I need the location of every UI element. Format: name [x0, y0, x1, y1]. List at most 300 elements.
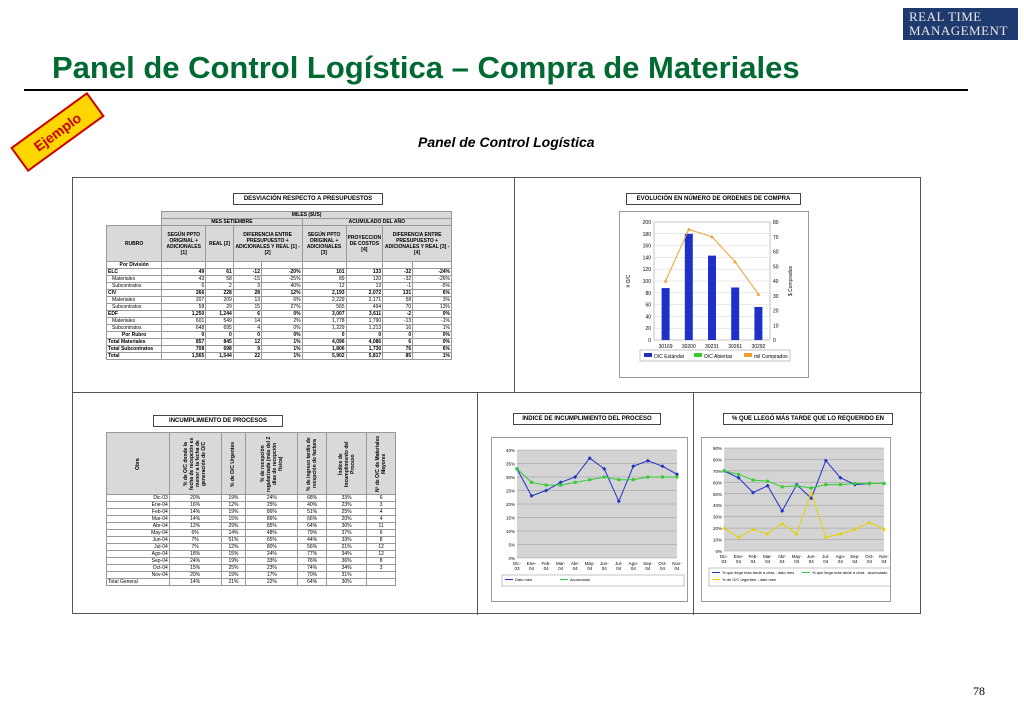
- process-row: [107, 537, 396, 544]
- budget-cell: 4,096: [302, 339, 346, 346]
- budget-cell: -13: [383, 318, 413, 325]
- process-cell: 77%: [298, 551, 327, 558]
- budget-cell: 3,007: [302, 311, 346, 318]
- y2-tick-label: 20: [773, 308, 779, 315]
- process-cell: 65%: [246, 537, 298, 544]
- process-cell: 24%: [246, 551, 298, 558]
- budget-cell: 1,806: [302, 346, 346, 353]
- budget-cell: 43: [162, 276, 206, 283]
- line-point: [868, 482, 871, 485]
- process-cell: 21%: [221, 579, 246, 586]
- budget-col-3: DIFERENCIA ENTRE PRESUPUESTO + ADICIONALES Y REAL [1] - [2]: [233, 226, 302, 262]
- x-tick-label: 04: [837, 559, 843, 564]
- budget-cell: Por División: [107, 262, 162, 269]
- budget-cell: Materiales: [107, 276, 162, 283]
- budget-cell: 5,902: [302, 353, 346, 360]
- x-tick-label: Jun-: [806, 554, 816, 559]
- budget-row: [107, 318, 452, 325]
- process-cell: Abr-04: [107, 523, 170, 530]
- budget-cell: Por Rubro: [107, 332, 162, 339]
- y-tick-label: 0: [648, 338, 651, 344]
- divider-v2: [477, 392, 478, 615]
- process-header: % de O/C donde la fecha de recepción es menor a la fecha de generación de O/C: [169, 433, 221, 495]
- process-cell: 30%: [326, 523, 366, 530]
- y-tick-label: 0%: [715, 549, 722, 554]
- budget-cell: 13: [233, 297, 261, 304]
- process-cell: 23%: [326, 502, 366, 509]
- y-tick-label: 25%: [505, 488, 515, 494]
- budget-row: [107, 297, 452, 304]
- budget-group-month: MES SETIEMBRE: [162, 219, 302, 226]
- budget-cell: 1,250: [162, 311, 206, 318]
- budget-cell: Subcontratos: [107, 325, 162, 332]
- budget-cell: 28: [233, 290, 261, 297]
- process-cell: 34%: [326, 551, 366, 558]
- process-cell: [367, 579, 396, 586]
- process-cell: 19%: [221, 558, 246, 565]
- x-tick-label: 30261: [728, 344, 743, 350]
- budget-cell: -24%: [413, 269, 452, 276]
- legend-label: Acumulado: [570, 577, 591, 582]
- budget-cell: 61: [206, 269, 234, 276]
- y-tick-label: 5%: [508, 542, 515, 548]
- x-tick-label: Sep-: [850, 554, 860, 559]
- budget-cell: 16: [383, 325, 413, 332]
- x-tick-label: 04: [779, 559, 785, 564]
- process-cell: 14%: [169, 579, 221, 586]
- budget-cell: 12%: [262, 290, 303, 297]
- process-cell: 16%: [169, 502, 221, 509]
- y-tick-label: 40: [645, 314, 651, 321]
- budget-cell: 6%: [262, 297, 303, 304]
- budget-cell: 565: [302, 304, 346, 311]
- slide-title: Panel de Control Logística – Compra de Materiales: [52, 50, 800, 85]
- process-cell: 20%: [169, 495, 221, 502]
- x-tick-label: Ago-: [628, 561, 639, 566]
- panel-subtitle: Panel de Control Logística: [418, 134, 595, 150]
- y2-tick-label: 10: [773, 323, 779, 330]
- y-tick-label: 10%: [505, 529, 515, 534]
- budget-cell: 1,544: [206, 353, 234, 360]
- x-tick-label: 04: [587, 566, 593, 571]
- orders-chart: [619, 211, 809, 378]
- y-tick-label: 20%: [712, 526, 722, 532]
- x-tick-label: 04: [866, 559, 872, 564]
- process-row: [107, 551, 396, 558]
- y-tick-label: 20%: [505, 502, 515, 507]
- budget-cell: 549: [206, 318, 234, 325]
- process-cell: 14%: [221, 530, 246, 537]
- budget-cell: 4,086: [346, 339, 383, 346]
- budget-cell: 1,565: [162, 353, 206, 360]
- y2-tick-label: 60: [773, 249, 779, 256]
- budget-cell: 120: [346, 276, 383, 283]
- process-cell: 12: [367, 551, 396, 558]
- x-tick-label: Mar-: [556, 561, 566, 566]
- y-tick-label: 60%: [712, 480, 722, 486]
- process-cell: 68%: [298, 495, 327, 502]
- y2-tick-label: 40: [773, 279, 779, 285]
- budget-cell: 12: [302, 283, 346, 290]
- budget-cell: 0: [206, 332, 234, 339]
- process-cell: 21%: [326, 544, 366, 551]
- budget-cell: -25%: [262, 276, 303, 283]
- x-tick-label: 04: [616, 566, 622, 571]
- process-cell: Feb-04: [107, 509, 170, 516]
- process-cell: 48%: [246, 530, 298, 537]
- x-tick-label: Feb-: [748, 554, 758, 559]
- budget-cell: 1,730: [346, 346, 383, 353]
- y-tick-label: 50%: [712, 491, 722, 497]
- budget-cell: 13: [346, 283, 383, 290]
- budget-cell: 2,171: [346, 297, 383, 304]
- line-point: [781, 485, 784, 488]
- budget-cell: 6%: [413, 346, 452, 353]
- process-cell: Jun-04: [107, 537, 170, 544]
- budget-cell: 0: [302, 332, 346, 339]
- process-cell: Mar-04: [107, 516, 170, 523]
- budget-cell: 1,213: [346, 325, 383, 332]
- process-cell: 66%: [298, 516, 327, 523]
- process-cell: 18%: [169, 551, 221, 558]
- x-tick-label: Ene-: [526, 561, 537, 566]
- x-tick-label: 04: [794, 559, 800, 564]
- budget-cell: 12: [233, 339, 261, 346]
- line-point: [824, 483, 827, 486]
- x-tick-label: 04: [601, 566, 607, 571]
- line-point: [646, 476, 649, 479]
- budget-cell: 207: [162, 297, 206, 304]
- process-row: [107, 523, 396, 530]
- legend-label: O/C Estándar: [654, 354, 685, 360]
- budget-cell: Total Subcontratos: [107, 346, 162, 353]
- process-cell: 3: [367, 502, 396, 509]
- process-row: [107, 572, 396, 579]
- budget-cell: 85: [383, 353, 413, 360]
- process-cell: 6: [367, 495, 396, 502]
- budget-cell: 6: [162, 283, 206, 290]
- budget-table: [106, 211, 452, 360]
- process-cell: 51%: [221, 537, 246, 544]
- line-point: [530, 481, 533, 484]
- y-tick-label: 200: [642, 220, 651, 226]
- index-chart: [491, 437, 688, 602]
- x-tick-label: Abr-: [570, 561, 580, 566]
- legend-swatch: [744, 353, 752, 357]
- budget-col-4: SEGÚN PPTO ORIGINAL + ADICIONALES [3]: [302, 226, 346, 262]
- line-point: [632, 478, 635, 481]
- budget-cell: 29: [206, 304, 234, 311]
- x-tick-label: May-: [791, 554, 802, 559]
- x-tick-label: 04: [630, 566, 636, 571]
- process-header: % de O/C Urgentes: [221, 433, 246, 495]
- line-point: [545, 484, 548, 487]
- y-tick-label: 30%: [712, 514, 722, 520]
- process-cell: Dic-03: [107, 495, 170, 502]
- process-cell: 44%: [298, 537, 327, 544]
- budget-cell: 1,229: [302, 325, 346, 332]
- budget-cell: ELC: [107, 269, 162, 276]
- budget-col-rubro: RUBRO: [107, 226, 162, 262]
- legend-swatch: [694, 353, 702, 357]
- budget-cell: 1%: [262, 353, 303, 360]
- x-tick-label: 30169: [658, 344, 673, 350]
- line-point: [853, 482, 856, 485]
- y-tick-label: 40%: [712, 503, 722, 509]
- budget-cell: 70: [383, 304, 413, 311]
- process-row: [107, 558, 396, 565]
- y-tick-label: 160: [642, 243, 651, 250]
- budget-cell: 58: [162, 304, 206, 311]
- y-tick-label: 30%: [505, 475, 515, 480]
- budget-cell: 76: [383, 346, 413, 353]
- process-cell: 4: [367, 509, 396, 516]
- budget-cell: [162, 262, 206, 269]
- process-cell: 12%: [169, 523, 221, 530]
- process-cell: 6: [367, 530, 396, 537]
- budget-cell: Materiales: [107, 297, 162, 304]
- process-cell: 86%: [246, 516, 298, 523]
- legend-label: O/C Abiertas: [704, 354, 733, 360]
- budget-cell: 101: [302, 269, 346, 276]
- budget-row: [107, 311, 452, 318]
- process-cell: 80%: [246, 544, 298, 551]
- bar: [731, 287, 739, 340]
- process-cell: 7%: [169, 544, 221, 551]
- budget-cell: 4: [233, 325, 261, 332]
- bar: [754, 307, 762, 340]
- process-header: Índice de Incumplimiento del Proceso: [326, 433, 366, 495]
- process-cell: 33%: [326, 495, 366, 502]
- budget-cell: 5,817: [346, 353, 383, 360]
- y-axis-label: # O/C: [626, 274, 632, 288]
- budget-cell: 0%: [413, 332, 452, 339]
- plot-area: [724, 448, 884, 551]
- budget-cell: 0%: [413, 311, 452, 318]
- process-cell: Nov-04: [107, 572, 170, 579]
- x-tick-label: 04: [765, 559, 771, 564]
- x-tick-label: Ago-: [835, 554, 846, 559]
- line-point: [839, 483, 842, 486]
- process-cell: 37%: [326, 530, 366, 537]
- budget-cell: -2: [383, 311, 413, 318]
- y2-tick-label: 0: [773, 338, 776, 344]
- budget-cell: Subcontratos: [107, 304, 162, 311]
- legend-label: % de O/C urgentes - dato mes: [722, 577, 777, 582]
- process-cell: 25%: [246, 502, 298, 509]
- process-cell: 33%: [326, 537, 366, 544]
- process-cell: 29%: [221, 523, 246, 530]
- process-cell: 64%: [298, 523, 327, 530]
- budget-cell: 0%: [262, 325, 303, 332]
- line-point: [737, 473, 740, 476]
- process-cell: 36%: [326, 558, 366, 565]
- budget-row: [107, 339, 452, 346]
- process-cell: Ene-04: [107, 502, 170, 509]
- process-cell: 19%: [221, 572, 246, 579]
- budget-cell: 133: [346, 269, 383, 276]
- budget-cell: 3,611: [346, 311, 383, 318]
- late-chart: [701, 437, 891, 602]
- process-cell: 30%: [326, 579, 366, 586]
- process-cell: 6%: [169, 530, 221, 537]
- budget-row: [107, 353, 452, 360]
- budget-cell: -12: [233, 269, 261, 276]
- y-tick-label: 180: [642, 231, 651, 238]
- budget-cell: 6: [233, 311, 261, 318]
- process-cell: Oct-04: [107, 565, 170, 572]
- process-cell: 85%: [246, 523, 298, 530]
- x-tick-label: Nov-: [879, 554, 889, 559]
- process-header: % de recepción regularizada (más del 2 días de recepción física): [246, 433, 298, 495]
- budget-cell: 708: [162, 346, 206, 353]
- budget-cell: 0%: [262, 311, 303, 318]
- budget-col-1: SEGÚN PPTO ORIGINAL + ADICIONALES [1]: [162, 226, 206, 262]
- y2-tick-label: 70: [773, 234, 779, 241]
- process-cell: Jul-04: [107, 544, 170, 551]
- process-row: [107, 579, 396, 586]
- budget-cell: 698: [206, 346, 234, 353]
- legend-label: % que llega más tarde a obra - dato mes: [722, 570, 795, 575]
- index-chart-title: INDICE DE INCUMPLIMIENTO DEL PROCESO: [513, 413, 661, 425]
- line-point: [516, 467, 519, 470]
- budget-cell: -1%: [413, 318, 452, 325]
- process-header: Nº de O/C de Materiales Mayores: [367, 433, 396, 495]
- example-badge: Ejemplo: [10, 92, 104, 172]
- budget-cell: -15: [233, 276, 261, 283]
- budget-cell: 1%: [413, 353, 452, 360]
- x-tick-label: 03: [721, 559, 727, 564]
- orders-chart-title: EVOLUCIÓN EN NÚMERO DE ORDENES DE COMPRA: [626, 193, 801, 205]
- bar: [708, 256, 716, 340]
- x-tick-label: 04: [852, 559, 858, 564]
- process-cell: 86%: [246, 509, 298, 516]
- budget-cell: -32: [383, 276, 413, 283]
- process-cell: 8: [367, 537, 396, 544]
- x-tick-label: 04: [736, 559, 742, 564]
- logo-line-2: MANAGEMENT: [909, 23, 1008, 38]
- y-tick-label: 80%: [712, 457, 722, 463]
- y-tick-label: 0%: [508, 556, 515, 561]
- process-cell: 22%: [246, 579, 298, 586]
- process-cell: 15%: [221, 516, 246, 523]
- process-cell: 3: [367, 565, 396, 572]
- line-point: [723, 469, 726, 472]
- process-cell: 76%: [298, 558, 327, 565]
- x-tick-label: May-: [584, 561, 595, 566]
- process-row: [107, 502, 396, 509]
- budget-cell: 1%: [413, 325, 452, 332]
- process-cell: 24%: [169, 558, 221, 565]
- x-tick-label: Jun-: [599, 561, 609, 566]
- line-point: [766, 480, 769, 483]
- process-cell: 23%: [246, 565, 298, 572]
- budget-row: [107, 283, 452, 290]
- budget-col-2: REAL [2]: [206, 226, 234, 262]
- budget-cell: 131: [383, 290, 413, 297]
- x-tick-label: Jul-: [822, 554, 830, 559]
- x-tick-label: Mar-: [763, 554, 773, 559]
- process-cell: 12: [367, 544, 396, 551]
- budget-cell: 857: [162, 339, 206, 346]
- budget-cell: 2%: [262, 318, 303, 325]
- budget-cell: [383, 262, 413, 269]
- line-point: [588, 478, 591, 481]
- process-cell: 31%: [326, 572, 366, 579]
- budget-cell: 0: [162, 332, 206, 339]
- budget-cell: 0: [233, 332, 261, 339]
- process-cell: 15%: [221, 551, 246, 558]
- budget-cell: 89: [302, 276, 346, 283]
- x-tick-label: 04: [558, 566, 564, 571]
- budget-cell: 601: [162, 318, 206, 325]
- x-tick-label: Jul-: [615, 561, 623, 566]
- line-point: [603, 476, 606, 479]
- legend-label: mil Comprados: [754, 354, 788, 360]
- x-tick-label: 04: [823, 559, 829, 564]
- y-tick-label: 100: [642, 279, 651, 285]
- budget-cell: -20%: [262, 269, 303, 276]
- title-divider: [24, 89, 968, 91]
- budget-group-ytd: ACUMULADO DEL AÑO: [302, 219, 451, 226]
- process-header: % de ingreso tardío de recepción de factura: [298, 433, 327, 495]
- x-tick-label: 04: [808, 559, 814, 564]
- budget-cell: 845: [206, 339, 234, 346]
- line-point: [617, 478, 620, 481]
- process-row: [107, 565, 396, 572]
- budget-cell: EDF: [107, 311, 162, 318]
- process-cell: 17%: [246, 572, 298, 579]
- x-tick-label: Dic-: [720, 554, 728, 559]
- budget-cell: 6%: [413, 290, 452, 297]
- x-tick-label: 03: [514, 566, 520, 571]
- process-cell: 74%: [298, 565, 327, 572]
- line-point: [676, 476, 679, 479]
- x-tick-label: 30292: [751, 344, 766, 350]
- budget-cell: 15: [233, 304, 261, 311]
- y2-tick-label: 50: [773, 264, 779, 271]
- budget-cell: 49: [162, 269, 206, 276]
- legend-label: % que llega más tarde a obra - acumulado: [812, 570, 888, 575]
- budget-table-title: DESVIACIÓN RESPECTO A PRESUPUESTOS: [233, 193, 383, 205]
- y-tick-label: 35%: [505, 461, 515, 467]
- budget-cell: 22: [233, 353, 261, 360]
- process-cell: 56%: [298, 544, 327, 551]
- x-tick-label: Feb-: [541, 561, 551, 566]
- y2-tick-label: 30: [773, 293, 779, 300]
- company-logo: [903, 8, 1018, 40]
- budget-cell: -26%: [413, 276, 452, 283]
- budget-cell: 14: [233, 318, 261, 325]
- line-point: [795, 484, 798, 487]
- budget-cell: CIV: [107, 290, 162, 297]
- bar: [685, 234, 693, 340]
- line-point: [883, 482, 886, 485]
- process-cell: 12%: [221, 502, 246, 509]
- budget-row: [107, 290, 452, 297]
- budget-cell: 494: [346, 304, 383, 311]
- process-cell: 20%: [169, 572, 221, 579]
- y2-tick-label: 80: [773, 220, 779, 226]
- budget-cell: 648: [162, 325, 206, 332]
- process-cell: 19%: [221, 495, 246, 502]
- budget-cell: Total Materiales: [107, 339, 162, 346]
- budget-cell: 1,790: [346, 318, 383, 325]
- x-tick-label: 04: [572, 566, 578, 571]
- x-tick-label: 30231: [705, 344, 719, 350]
- y2-axis-label: $ Comprados: [788, 265, 794, 297]
- process-cell: 8: [367, 558, 396, 565]
